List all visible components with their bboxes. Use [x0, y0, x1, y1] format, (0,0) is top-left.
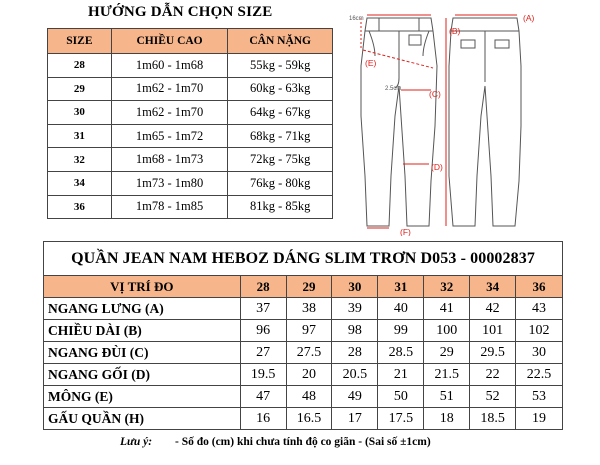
weight-cell: 76kg - 80kg	[228, 171, 333, 195]
measurement-value: 30	[516, 342, 563, 364]
measurement-label: NGANG LƯNG (A)	[44, 298, 241, 320]
size-guide-row	[48, 77, 333, 101]
product-title: QUẦN JEAN NAM HEBOZ DÁNG SLIM TRƠN D053 - 00002837	[44, 242, 563, 276]
measurement-value: 29	[424, 342, 470, 364]
measurement-value: 18	[424, 408, 470, 430]
weight-cell: 64kg - 67kg	[228, 101, 333, 125]
dim-16cm: 16cm	[349, 16, 364, 22]
measurement-value: 20.5	[332, 364, 378, 386]
height-cell: 1m60 - 1m68	[111, 54, 228, 78]
note-text: - Số đo (cm) khi chưa tính độ co giãn - (Sai số ±1cm)	[175, 436, 431, 448]
size-guide-row	[48, 124, 333, 148]
size-cell: 34	[48, 171, 112, 195]
size-cell: 32	[48, 148, 112, 172]
size-guide-title: HƯỚNG DẪN CHỌN SIZE	[88, 4, 273, 20]
size-column-header: 29	[286, 276, 332, 298]
measurement-label: NGANG ĐÙI (C)	[44, 342, 241, 364]
label-c: (C)	[429, 89, 441, 99]
size-guide-row	[48, 54, 333, 78]
size-column-header: 28	[240, 276, 286, 298]
weight-cell: 55kg - 59kg	[228, 54, 333, 78]
label-d: (D)	[431, 162, 443, 172]
weight-header: CÂN NẶNG	[228, 29, 333, 54]
measurement-value: 20	[286, 364, 332, 386]
label-b: (B)	[449, 26, 461, 36]
measurement-table	[43, 241, 563, 430]
measurement-label: MÔNG (E)	[44, 386, 241, 408]
measurement-value: 98	[332, 320, 378, 342]
label-e: (E)	[365, 58, 377, 68]
measurement-value: 37	[240, 298, 286, 320]
size-column-header: 31	[378, 276, 424, 298]
weight-cell: 72kg - 75kg	[228, 148, 333, 172]
measurement-row	[44, 342, 563, 364]
pants-diagram	[345, 6, 597, 236]
size-cell: 36	[48, 195, 112, 219]
height-cell: 1m73 - 1m80	[111, 171, 228, 195]
measurement-value: 48	[286, 386, 332, 408]
size-cell: 31	[48, 124, 112, 148]
measurement-value: 22	[470, 364, 516, 386]
measurement-value: 16.5	[286, 408, 332, 430]
measurement-value: 17.5	[378, 408, 424, 430]
size-column-header: 34	[470, 276, 516, 298]
measurement-header-row	[44, 276, 563, 298]
size-cell: 28	[48, 54, 112, 78]
measurement-value: 28	[332, 342, 378, 364]
measurement-value: 43	[516, 298, 563, 320]
size-cell: 29	[48, 77, 112, 101]
height-header: CHIỀU CAO	[111, 29, 228, 54]
measurement-value: 17	[332, 408, 378, 430]
size-guide-row	[48, 195, 333, 219]
weight-cell: 60kg - 63kg	[228, 77, 333, 101]
height-cell: 1m62 - 1m70	[111, 77, 228, 101]
measurement-value: 19.5	[240, 364, 286, 386]
note-lead: Lưu ý:	[120, 436, 153, 448]
measurement-value: 52	[470, 386, 516, 408]
label-a: (A)	[523, 13, 535, 23]
size-guide-row	[48, 148, 333, 172]
measurement-value: 21	[378, 364, 424, 386]
measurement-value: 96	[240, 320, 286, 342]
measurement-value: 27	[240, 342, 286, 364]
measurement-label: CHIỀU DÀI (B)	[44, 320, 241, 342]
measurement-row	[44, 320, 563, 342]
measurement-value: 99	[378, 320, 424, 342]
measurement-value: 50	[378, 386, 424, 408]
measurement-value: 100	[424, 320, 470, 342]
measurement-row	[44, 408, 563, 430]
weight-cell: 68kg - 71kg	[228, 124, 333, 148]
weight-cell: 81kg - 85kg	[228, 195, 333, 219]
note	[120, 436, 431, 448]
measurement-label: GẤU QUẦN (H)	[44, 408, 241, 430]
measurement-lines	[361, 15, 517, 228]
measurement-value: 97	[286, 320, 332, 342]
measurement-value: 16	[240, 408, 286, 430]
measurement-value: 29.5	[470, 342, 516, 364]
height-cell: 1m68 - 1m73	[111, 148, 228, 172]
size-guide-row	[48, 171, 333, 195]
measurement-value: 39	[332, 298, 378, 320]
size-cell: 30	[48, 101, 112, 125]
measurement-value: 41	[424, 298, 470, 320]
measurement-value: 49	[332, 386, 378, 408]
measurement-row	[44, 364, 563, 386]
measurement-value: 19	[516, 408, 563, 430]
dim-2-5cm: 2.5cm	[385, 86, 402, 92]
size-guide-row	[48, 101, 333, 125]
measurement-value: 38	[286, 298, 332, 320]
measurement-value: 53	[516, 386, 563, 408]
measurement-row	[44, 386, 563, 408]
height-cell: 1m78 - 1m85	[111, 195, 228, 219]
measurement-value: 47	[240, 386, 286, 408]
measurement-value: 18.5	[470, 408, 516, 430]
measurement-value: 42	[470, 298, 516, 320]
position-header: VỊ TRÍ ĐO	[44, 276, 241, 298]
measurement-row	[44, 298, 563, 320]
measurement-value: 27.5	[286, 342, 332, 364]
size-header: SIZE	[48, 29, 112, 54]
size-column-header: 36	[516, 276, 563, 298]
height-cell: 1m65 - 1m72	[111, 124, 228, 148]
size-column-header: 32	[424, 276, 470, 298]
measurement-value: 102	[516, 320, 563, 342]
measurement-value: 101	[470, 320, 516, 342]
measurement-value: 40	[378, 298, 424, 320]
size-guide-header-row	[48, 29, 333, 54]
measurement-value: 22.5	[516, 364, 563, 386]
measurement-value: 28.5	[378, 342, 424, 364]
size-guide-table	[47, 28, 333, 219]
measurement-value: 21.5	[424, 364, 470, 386]
measurement-label: NGANG GỐI (D)	[44, 364, 241, 386]
height-cell: 1m62 - 1m70	[111, 101, 228, 125]
size-column-header: 30	[332, 276, 378, 298]
label-f: (F)	[400, 227, 411, 236]
measurement-value: 51	[424, 386, 470, 408]
